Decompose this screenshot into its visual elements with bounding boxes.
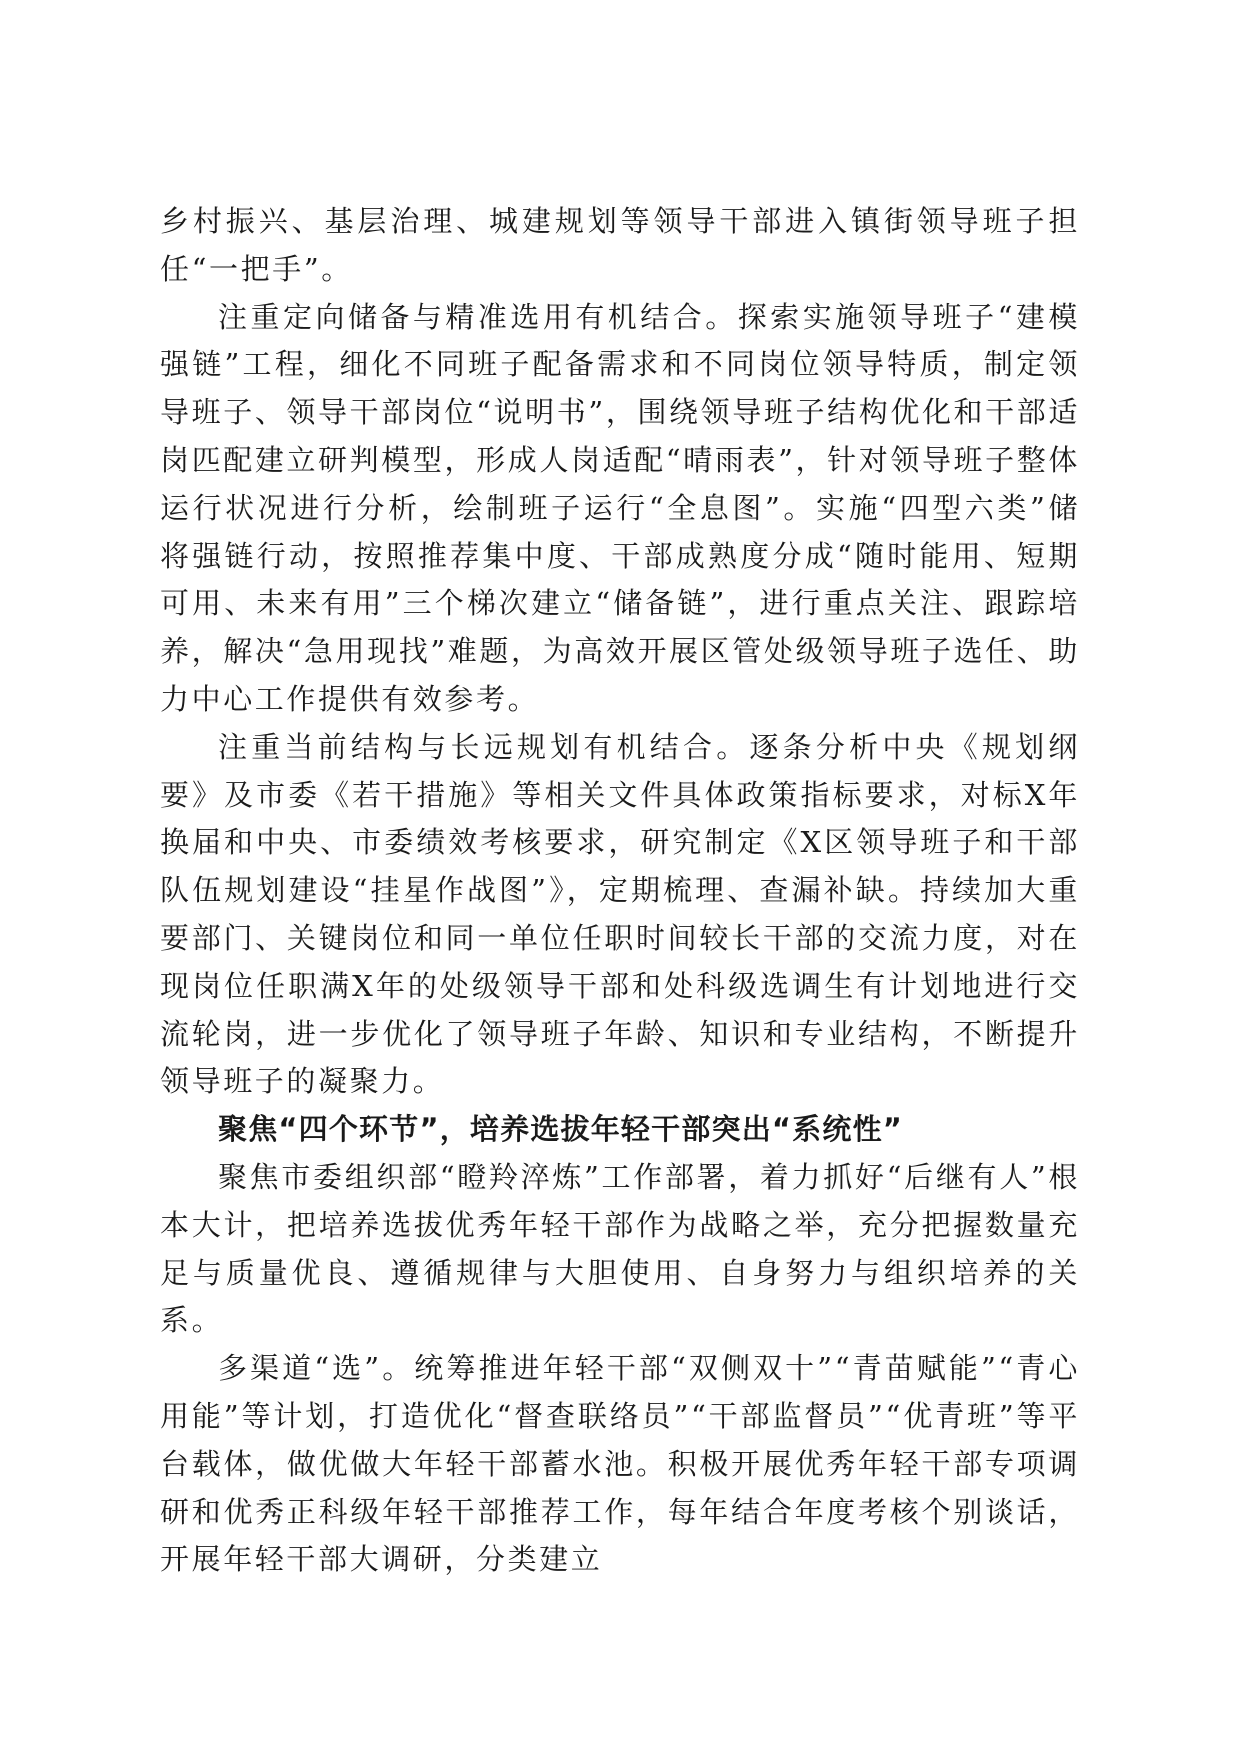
paragraph-continued: 乡村振兴、基层治理、城建规划等领导干部进入镇街领导班子担任“一把手”。 [160,204,1080,286]
paragraph-multi-channel-select: 多渠道“选”。统筹推进年轻干部“双侧双十”“青苗赋能”“青心用能”等计划，打造优化“督查联络员”“干部监督员”“优青班”等平台载体，做优做大年轻干部蓄水池。积极开展优秀年轻干部专项调研和优秀正科级年轻干部推荐工作，每年结合年度考核个别谈话，开展年轻干部大调研，分类建立 [160,1351,1080,1577]
document-body [160,198,1080,1584]
section-heading: 聚焦“四个环节”，培养选拔年轻干部突出“系统性” [218,1112,904,1147]
paragraph-directed-reserve: 注重定向储备与精准选用有机结合。探索实施领导班子“建模强链”工程，细化不同班子配备需求和不同岗位领导特质，制定领导班子、领导干部岗位“说明书”，围绕领导班子结构优化和干部适岗匹配建立研判模型，形成人岗适配“晴雨表”，针对领导班子整体运行状况进行分析，绘制班子运行“全息图”。实施“四型六类”储将强链行动，按照推荐集中度、干部成熟度分成“随时能用、短期可用、未来有用”三个梯次建立“储备链”，进行重点关注、跟踪培养，解决“急用现找”难题，为高效开展区管处级领导班子选任、助力中心工作提供有效参考。 [160,299,1080,716]
paragraph-section-intro: 聚焦市委组织部“瞪羚淬炼”工作部署，着力抓好“后继有人”根本大计，把培养选拔优秀年轻干部作为战略之举，充分把握数量充足与质量优良、遵循规律与大胆使用、自身努力与组织培养的关系。 [160,1159,1080,1338]
paragraph-long-term-planning: 注重当前结构与长远规划有机结合。逐条分析中央《规划纲要》及市委《若干措施》等相关文件具体政策指标要求，对标X年换届和中央、市委绩效考核要求，研究制定《X区领导班子和干部队伍规划建设“挂星作战图”》，定期梳理、查漏补缺。持续加大重要部门、关键岗位和同一单位任职时间较长干部的交流力度，对在现岗位任职满X年的处级领导干部和处科级选调生有计划地进行交流轮岗，进一步优化了领导班子年龄、知识和专业结构，不断提升领导班子的凝聚力。 [160,729,1080,1099]
